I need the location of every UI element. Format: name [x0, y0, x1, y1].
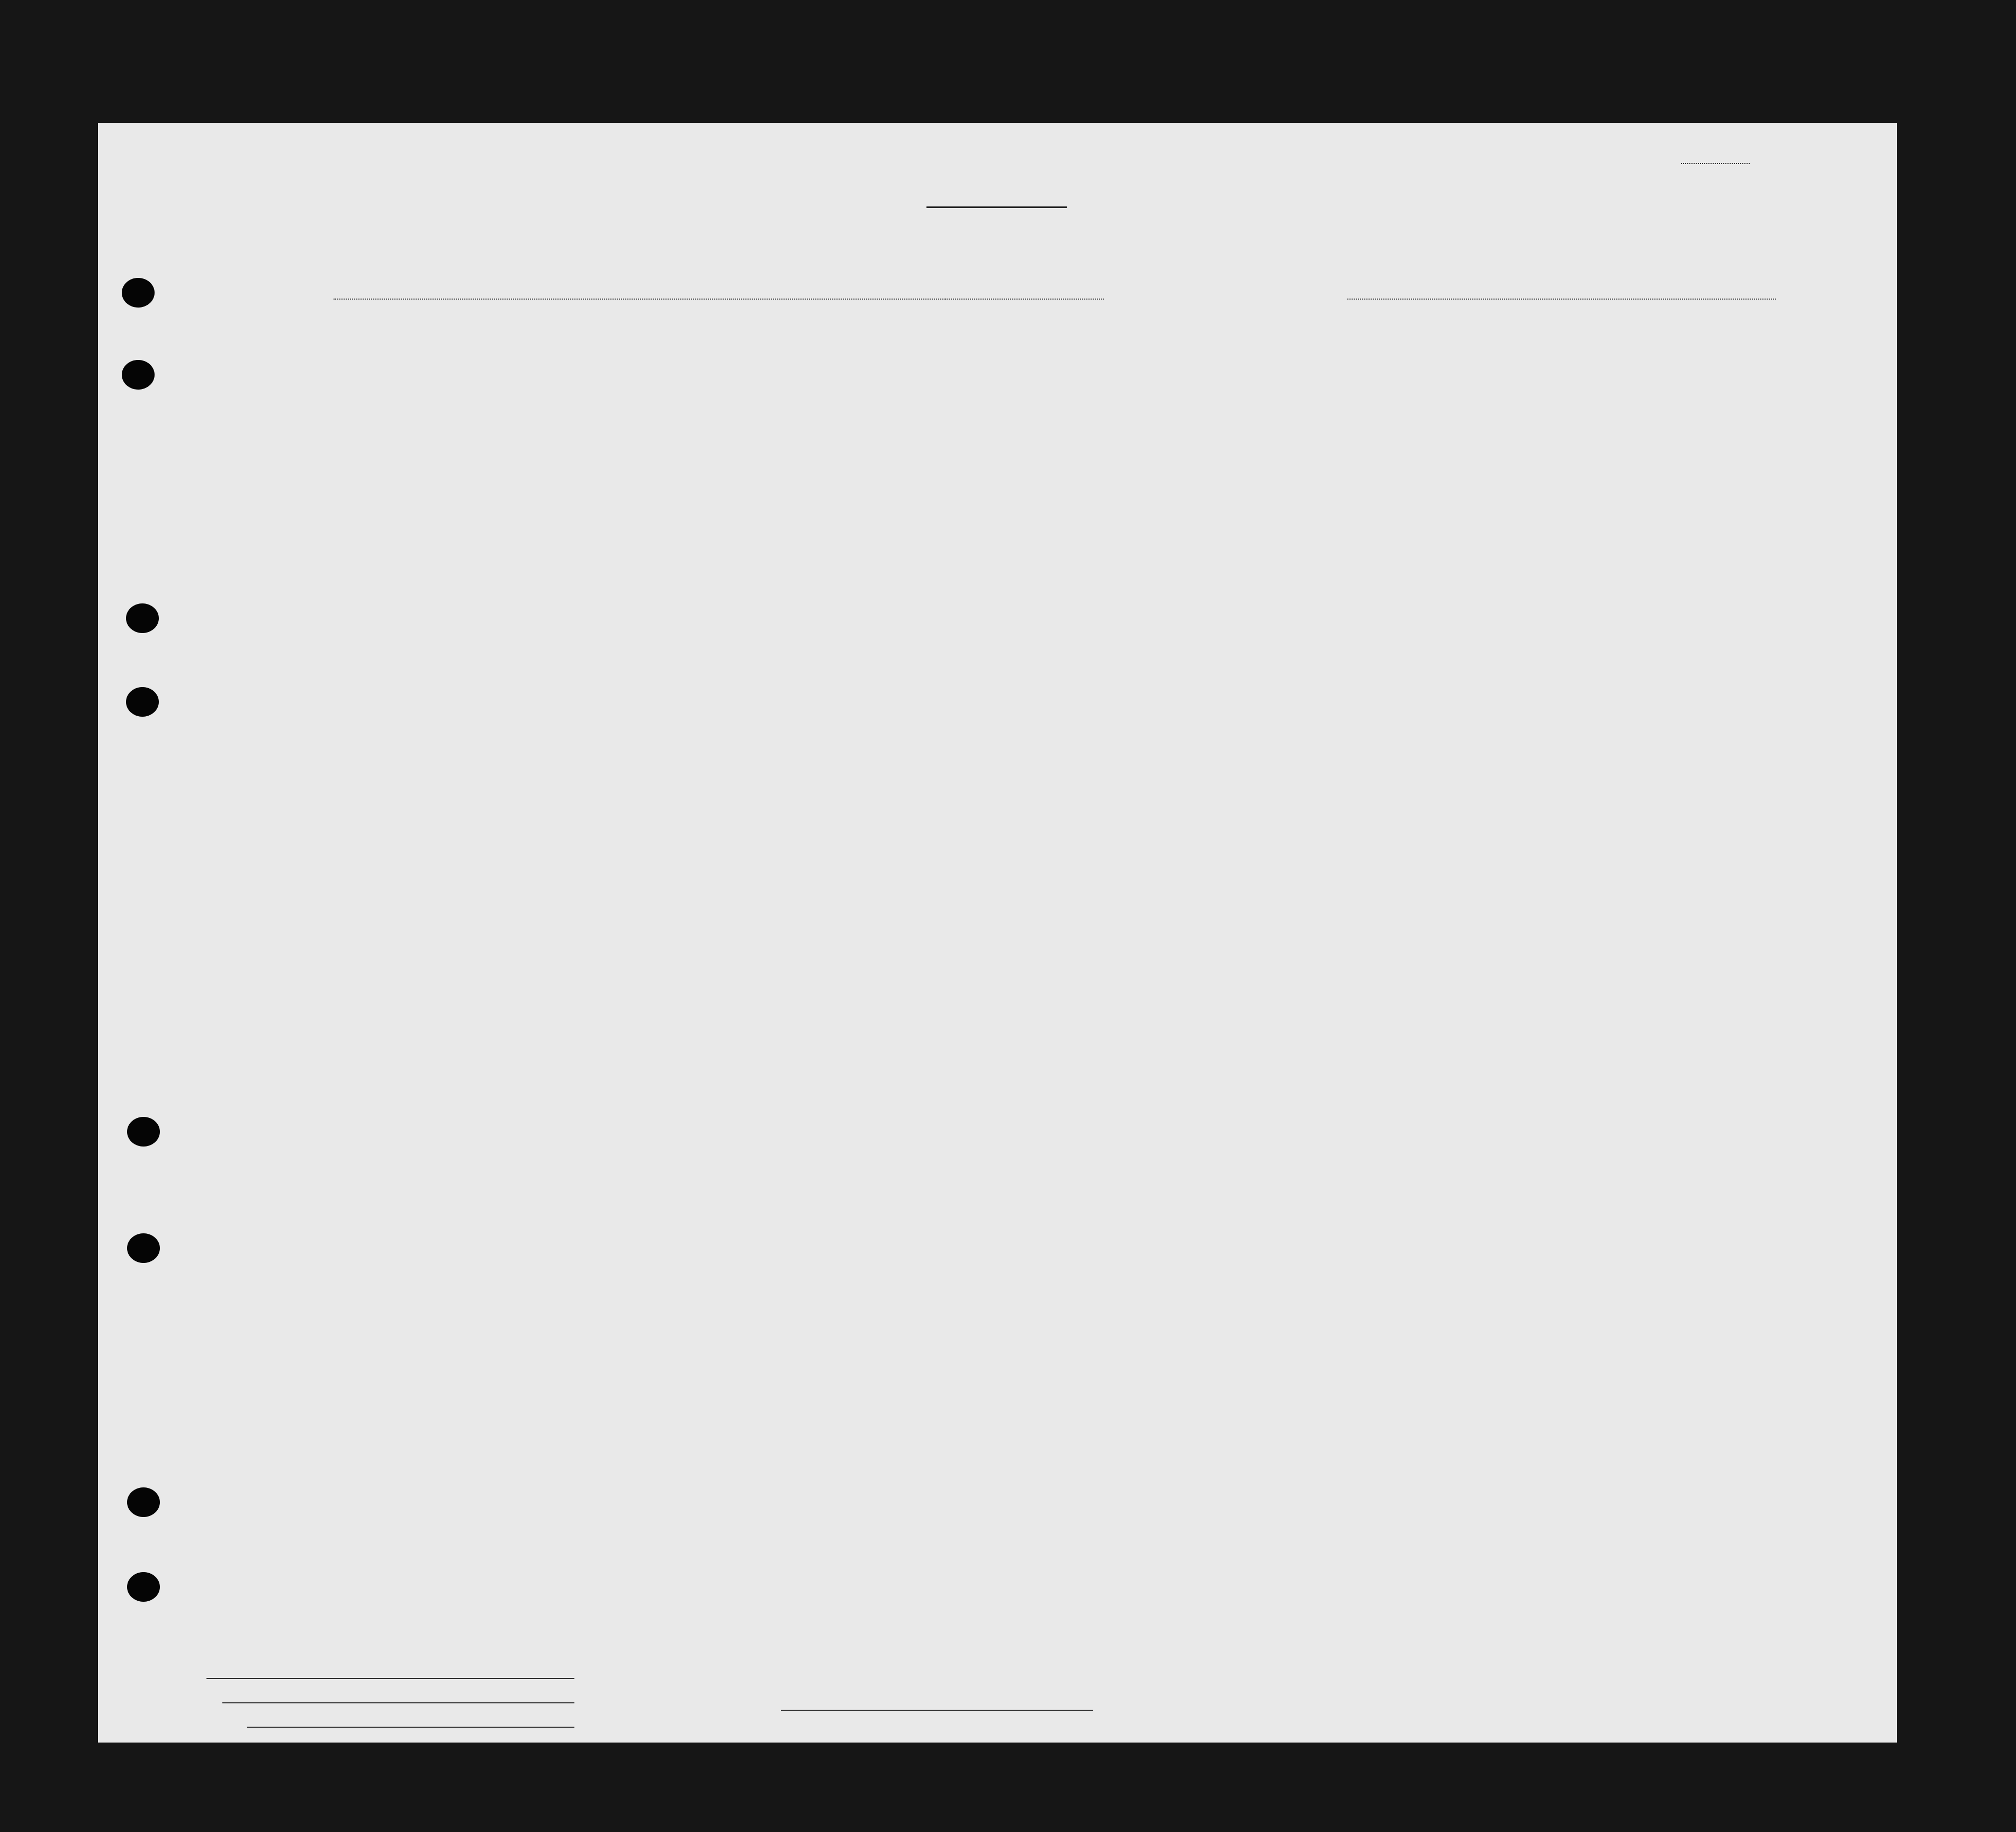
binder-hole: [122, 360, 155, 390]
binder-hole: [127, 1572, 160, 1602]
local-agents-field[interactable]: [247, 1727, 574, 1728]
binder-hole: [127, 1487, 160, 1517]
line-field[interactable]: [206, 1678, 574, 1679]
manifest-sheet: [98, 123, 1897, 1743]
binder-hole: [126, 687, 159, 717]
inspector-signature-line[interactable]: [781, 1710, 1093, 1711]
owners-field[interactable]: [222, 1702, 574, 1703]
binder-hole: [127, 1233, 160, 1263]
manifest-grid: [98, 123, 1897, 1743]
binder-hole: [126, 603, 159, 633]
binder-hole: [127, 1117, 160, 1147]
binder-hole: [122, 278, 155, 308]
